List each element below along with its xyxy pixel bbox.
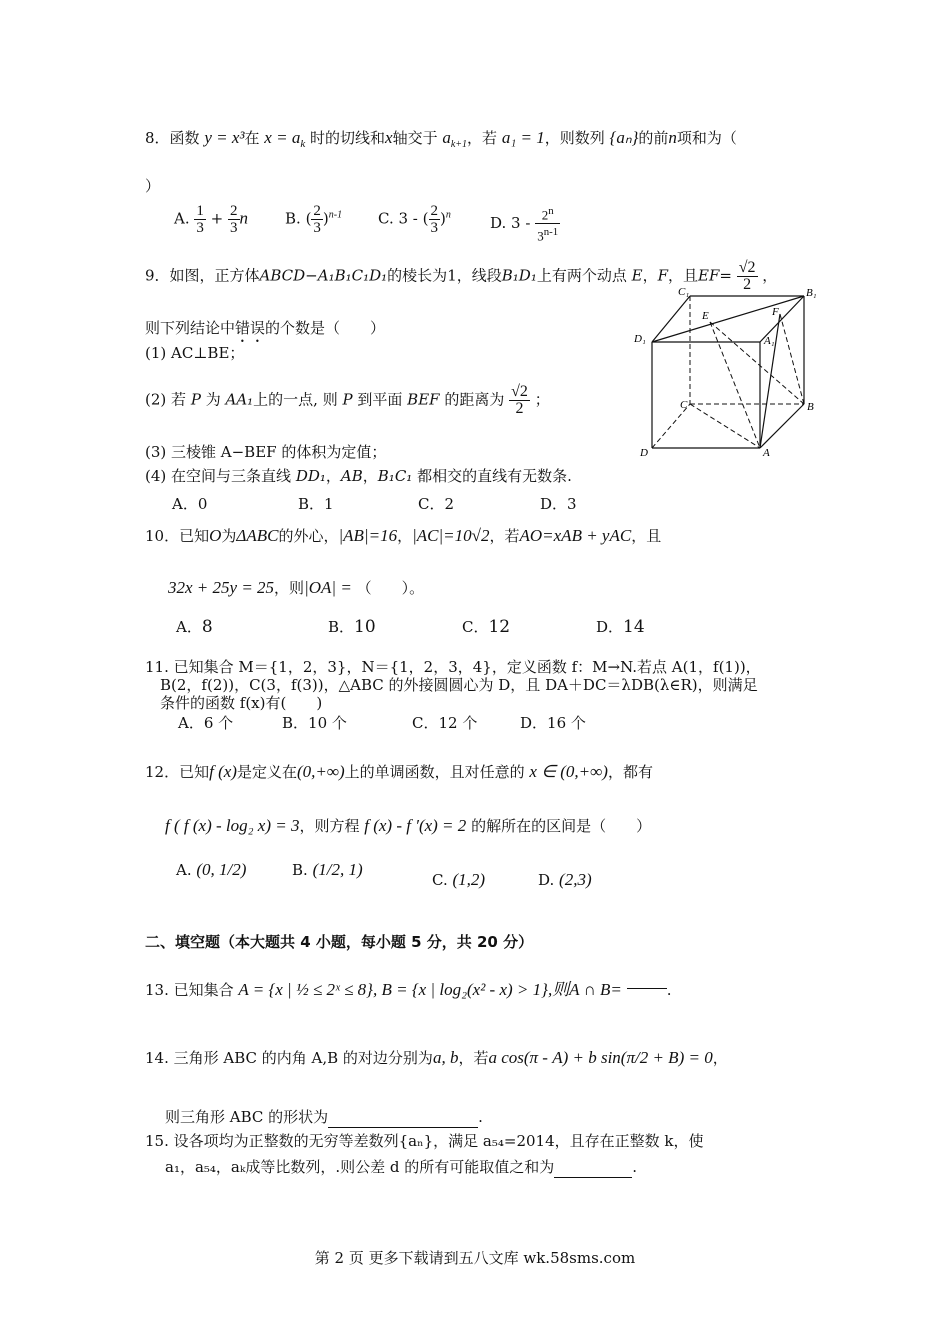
option-label: C.	[432, 871, 448, 889]
q14-text: .	[478, 1108, 483, 1126]
q9-text: 则下列结论中	[145, 319, 236, 337]
section-title: 二、填空题（本大题共 4 小题，每小题 5 分，共 20 分）	[145, 933, 534, 951]
label-d1: D₁	[634, 333, 646, 345]
q14-text: ，	[712, 1049, 728, 1067]
q9-aa1: AA₁	[225, 390, 254, 409]
q9-statement-1: (1) AC⊥BE；	[145, 344, 245, 362]
q11-option-b[interactable]: B．10 个	[282, 714, 347, 732]
option-value: (1,2)	[452, 870, 486, 889]
q14-ab: a, b	[432, 1048, 459, 1067]
q9-text: 的距离为	[444, 390, 505, 409]
q12-line2	[165, 816, 651, 836]
option-value: 8	[201, 617, 213, 637]
option-value: (0, 1/2)	[196, 860, 247, 879]
option-label: B.	[292, 861, 308, 879]
label-d: D	[640, 447, 648, 459]
q13-line	[145, 980, 671, 1000]
q15-line2	[165, 1157, 637, 1178]
option-value: (1/2, 1)	[312, 860, 363, 879]
q9-point-f: F	[657, 266, 669, 285]
q8-text: 项和为（	[676, 129, 737, 147]
option-label: C．	[462, 618, 489, 636]
q12-line1	[145, 762, 653, 782]
q8-option-d[interactable]: D. 3 - $\frac{2^n}{3^{n-1}}$	[490, 205, 559, 244]
q12-text: 是定义在	[236, 763, 297, 781]
q13-set-b: , B = {x | log₂(x² - x) > 1}	[372, 980, 548, 999]
q8-var: n	[668, 128, 677, 147]
label-e: E	[702, 310, 709, 322]
q10-option-b[interactable]	[328, 616, 376, 637]
q12-text: 的解所在的区间是（ ）	[471, 817, 652, 835]
q10-ab: |AB|=16	[338, 526, 398, 545]
q10-line1	[145, 526, 661, 546]
q12-option-a[interactable]	[176, 860, 246, 880]
q14-text: 14. 三角形 ABC 的内角 A,B 的对边分别为	[145, 1049, 433, 1067]
q9-text: 的棱长为	[387, 266, 448, 285]
q10-vector-eq: AO=xAB + yAC	[519, 526, 632, 545]
label-f: F	[772, 306, 779, 318]
option-label: D．	[596, 618, 624, 636]
q9-text: 都相交的直线有无数条.	[417, 467, 572, 485]
q9-statement-2: (2) 若 P 为 AA₁上的一点, 则 P 到平面 BEF 的距离为 $\frac{√2}{2}$ ；	[145, 383, 550, 417]
q13-intersection: ,则A ∩ B=	[547, 980, 622, 999]
q13-text: 13. 已知集合	[145, 981, 234, 999]
option-label: A.	[176, 861, 192, 879]
option-label: C.	[378, 209, 394, 228]
q8-label: 8．函数	[145, 129, 200, 147]
label-b1: B₁	[806, 287, 817, 299]
q9-option-c[interactable]: C．2	[418, 495, 455, 513]
q12-text: ，则方程	[299, 817, 360, 835]
q10-o: O	[209, 526, 222, 545]
q8-formula-a1: a₁ = 1	[501, 128, 545, 147]
q9-text: 为	[205, 390, 221, 409]
option-label: D.	[538, 871, 555, 889]
q8-formula-y: y = x³	[204, 128, 245, 147]
q10-line2	[168, 578, 424, 598]
q10-oa: |OA| =	[304, 578, 352, 597]
q9-line: DD₁	[295, 467, 326, 485]
q9-point-p: P	[190, 390, 201, 409]
option-value: 10	[354, 617, 376, 637]
q9-text: (2) 若	[145, 390, 187, 409]
label-a1: A₁	[764, 335, 775, 347]
q10-option-d[interactable]	[596, 616, 645, 637]
q9-text: ，线段	[456, 266, 502, 285]
q13-answer-blank[interactable]	[627, 988, 667, 989]
label-c1: C₁	[678, 286, 690, 298]
q9-text: 到平面	[357, 390, 403, 409]
q11-line2: B(2，f(2))，C(3，f(3))，△ABC 的外接圆圆心为 D，且 DA＋DC＝λDB(λ∈R)，则满足	[160, 676, 758, 694]
q10-text: ，	[397, 527, 413, 545]
q8-close-paren: ）	[145, 177, 161, 195]
q10-eq: 32x + 25y = 25	[168, 578, 275, 597]
q9-emphasis: 错误	[235, 319, 266, 337]
q9-text: 上有两个动点	[536, 266, 627, 285]
q15-line1: 15. 设各项均为正整数的无穷等差数列{aₙ}，满足 a₅₄=2014，且存在正整数 k，使	[145, 1132, 704, 1150]
q9-text: 9．如图，正方体	[145, 266, 260, 285]
label-c: C	[680, 399, 688, 411]
option-value: 12	[488, 617, 511, 637]
q9-point-p: P	[342, 390, 353, 409]
q9-line1: 9．如图，正方体ABCD−A₁B₁C₁D₁的棱长为1，线段B₁D₁上有两个动点 E，F，且EF= $\frac{√2}{2}$ ，	[145, 259, 778, 293]
q8-formula-seq: {aₙ}	[609, 128, 639, 147]
q15-text: .则公差 d 的所有可能取值之和为	[335, 1158, 555, 1176]
q14-text: 则三角形 ABC 的形状为	[165, 1108, 329, 1126]
q8-text: 在	[244, 129, 260, 147]
q12-x-in: x ∈ (0,+∞)	[529, 762, 608, 781]
q9-text: (4) 在空间与三条直线	[145, 467, 292, 485]
q12-eq2: f (x) - f ′(x) = 2	[364, 816, 467, 835]
q11-line1: 11. 已知集合 M＝{1，2，3}，N＝{1，2，3，4}，定义函数 f：M→N.若点 A(1，f(1))，	[145, 658, 761, 676]
q10-text: （ ）。	[356, 579, 425, 597]
q14-text: ，若	[458, 1049, 489, 1067]
q8-text: 时的切线和	[310, 129, 386, 147]
q9-text: 的个数是（ ）	[265, 319, 386, 337]
q14-answer-blank[interactable]	[328, 1107, 478, 1128]
q8-var: x	[385, 128, 393, 147]
q12-text: 上的单调函数，且对任意的	[344, 763, 525, 781]
q10-text: 的外心，	[278, 527, 339, 545]
option-label: A.	[174, 209, 190, 228]
q10-text: ，且	[631, 527, 662, 545]
q14-line2	[165, 1107, 483, 1128]
option-label: A．	[176, 618, 202, 636]
q8-text: 轴交于	[392, 129, 438, 147]
q9-text: 上的一点, 则	[253, 390, 338, 409]
q12-eq1: f ( f (x) - log₂ x) = 3	[165, 816, 300, 835]
option-value: (2,3)	[559, 870, 592, 889]
q12-domain: (0,+∞)	[296, 762, 345, 781]
q15-text: .	[632, 1158, 638, 1176]
q9-line2	[145, 318, 385, 346]
q10-triangle: ΔABC	[236, 526, 279, 545]
q9-text: ；	[534, 390, 550, 409]
q9-statement-3: (3) 三棱锥 A−BEF 的体积为定值；	[145, 443, 387, 461]
q9-plane: BEF	[407, 390, 440, 409]
q9-option-b[interactable]: B．1	[298, 495, 334, 513]
q8-option-c[interactable]: C. 3 - ( $\frac{2}{3}$ )$^n$	[378, 203, 451, 236]
q8-text: ，则数列	[544, 129, 605, 147]
q9-text: ，且	[668, 266, 699, 285]
q9-segment: B₁D₁	[501, 266, 537, 285]
q12-option-d[interactable]	[538, 870, 592, 890]
q8-text: ，若	[467, 129, 498, 147]
q10-ac: |AC|=10√2	[412, 526, 490, 545]
q12-text: 12．已知	[145, 763, 210, 781]
q8-line1: 8．函数 y = x³在 $x = a_k$ 时的切线和x轴交于 $a_{k+1}$，若 a₁ = 1，则数列 {aₙ}的前n项和为（	[145, 128, 737, 150]
q9-option-d[interactable]: D．3	[540, 495, 577, 513]
q9-ef: EF=	[698, 266, 732, 285]
q13-set-a: A = {x | ½ ≤ 2ˣ ≤ 8}	[238, 980, 373, 999]
q9-line: AB	[340, 467, 363, 485]
q10-text: 为	[221, 527, 237, 545]
q9-point-e: E	[631, 266, 643, 285]
q9-edge-length: 1	[447, 266, 457, 285]
q8-option-a[interactable]: A. $\frac{1}{3}$ + $\frac{2}{3}$ n	[174, 203, 248, 236]
q9-option-a[interactable]: A．0	[172, 495, 208, 513]
page-footer: 第 2 页 更多下载请到五八文库 wk.58sms.com	[314, 1249, 636, 1267]
q15-answer-blank[interactable]	[554, 1157, 632, 1178]
q8-text: 的前	[638, 129, 669, 147]
option-value: 14	[623, 617, 645, 637]
q8-formula-x: x = a	[264, 128, 301, 147]
q11-option-c[interactable]: C．12 个	[412, 714, 478, 732]
q8-option-b[interactable]: B. ( $\frac{2}{3}$ )$^{n-1}$	[285, 203, 343, 236]
q10-text: ，若	[489, 527, 520, 545]
label-b: B	[807, 401, 814, 413]
q9-line: B₁C₁	[377, 467, 413, 485]
cube-figure	[630, 282, 830, 462]
q11-option-d[interactable]: D．16 个	[520, 714, 586, 732]
q12-fx: f (x)	[209, 762, 237, 781]
option-label: D.	[490, 213, 507, 232]
q10-option-c[interactable]	[462, 616, 510, 637]
label-a: A	[763, 447, 770, 459]
q11-line3: 条件的函数 f(x)有( )	[160, 694, 323, 712]
q14-line1	[145, 1048, 728, 1068]
option-label: B.	[285, 209, 301, 228]
q15-text: a₁，a₅₄，aₖ成等比数列，	[165, 1158, 336, 1176]
q14-eq: a cos(π - A) + b sin(π/2 + B) = 0	[488, 1048, 713, 1067]
option-label: B．	[328, 618, 355, 636]
q8-formula-ak1: a	[442, 128, 451, 147]
q9-statement-4: (4) 在空间与三条直线 DD₁，AB，B₁C₁ 都相交的直线有无数条.	[145, 467, 572, 485]
q10-option-a[interactable]	[176, 616, 213, 637]
q11-option-a[interactable]: A．6 个	[178, 714, 234, 732]
q12-option-b[interactable]	[292, 860, 363, 880]
q9-cube: ABCD−A₁B₁C₁D₁	[259, 266, 388, 285]
q13-text: .	[666, 981, 672, 999]
q10-text: 10．已知	[145, 527, 210, 545]
q12-option-c[interactable]	[432, 870, 485, 890]
q12-text: ，都有	[607, 763, 653, 781]
q10-text: ，则	[274, 579, 305, 597]
